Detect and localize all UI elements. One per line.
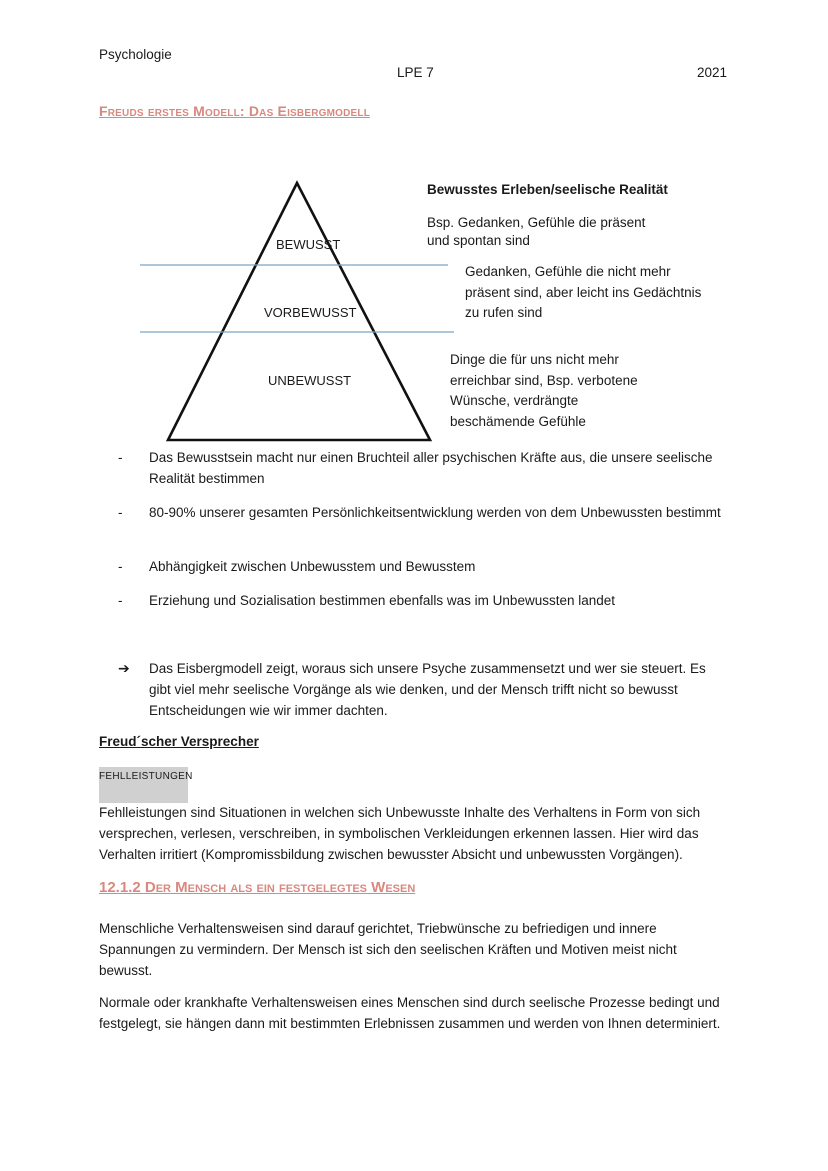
- bullet-dash: -: [118, 593, 123, 608]
- arrow-right-icon: ➔: [118, 660, 130, 676]
- conscious-heading: Bewusstes Erleben/seelische Realität: [427, 182, 668, 197]
- page-title: Freuds erstes Modell: Das Eisbergmodell: [99, 103, 371, 119]
- iceberg-diagram: [0, 170, 828, 460]
- layer-label-unconscious: UNBEWUSST: [268, 373, 352, 388]
- slip-paragraph: Fehlleistungen sind Situationen in welchen sich Unbewusste Inhalte des Verhaltens in Form von sich versprechen, verlesen, verschreiben, in symbolischen Verkleidungen erkennen lassen. Hier wird das Verhalten irritiert (Kompromissbildung zwischen bewusster Absicht und unbewussten Vorgängen).: [99, 805, 701, 862]
- iceberg-svg: [0, 170, 828, 460]
- unconscious-note-line1: Dinge die für uns nicht mehr: [450, 352, 619, 367]
- preconscious-note-line2: präsent sind, aber leicht ins Gedächtnis: [465, 285, 702, 300]
- bullet-dash: -: [118, 505, 123, 520]
- list-item-text: 80-90% unserer gesamten Persönlichkeitsentwicklung werden von dem Unbewussten bestimmt: [149, 505, 721, 520]
- slip-subheading: FEHLLEISTUNGEN: [99, 771, 193, 782]
- slip-heading: Freud´scher Versprecher: [99, 734, 259, 749]
- header-unit: LPE 7: [397, 65, 434, 80]
- header-year: 2021: [697, 65, 728, 80]
- conclusion-text: Das Eisbergmodell zeigt, woraus sich unsere Psyche zusammensetzt und wer sie steuert. Es gibt viel mehr seelische Vorgänge als wie denken, und der Mensch trifft nicht so bewusst Entscheidungen wie wir immer dachten.: [149, 661, 706, 718]
- conscious-note-line1: Bsp. Gedanken, Gefühle die präsent: [427, 215, 646, 230]
- conscious-note-line2: und spontan sind: [427, 233, 530, 248]
- preconscious-note-line1: Gedanken, Gefühle die nicht mehr: [465, 264, 671, 279]
- section-paragraph-2: Normale oder krankhafte Verhaltensweisen eines Menschen sind durch seelische Prozesse bedingt und festgelegt, sie hängen dann mit bestimmten Erlebnissen zusammen und werden von Ihnen determiniert.: [99, 995, 721, 1031]
- layer-label-preconscious: VORBEWUSST: [264, 305, 357, 320]
- section-title: 12.1.2 Der Mensch als ein festgelegtes Wesen: [99, 879, 416, 896]
- bullet-dash: -: [118, 559, 123, 574]
- highlighted-subheading: [99, 767, 193, 803]
- list-item-text: Erziehung und Sozialisation bestimmen ebenfalls was im Unbewussten landet: [149, 593, 616, 608]
- section-paragraph-1: Menschliche Verhaltensweisen sind darauf gerichtet, Triebwünsche zu befriedigen und innere Spannungen zu vermindern. Der Mensch ist sich den seelischen Kräften und Motiven meist nicht bewusst.: [99, 921, 677, 978]
- bullet-dash: -: [118, 450, 123, 465]
- preconscious-note-line3: zu rufen sind: [465, 305, 543, 320]
- layer-label-conscious: BEWUSST: [276, 237, 341, 252]
- list-item-text: Das Bewusstsein macht nur einen Bruchteil aller psychischen Kräfte aus, die unsere seelische Realität bestimmen: [149, 450, 713, 486]
- unconscious-note-line2: erreichbar sind, Bsp. verbotene: [450, 373, 638, 388]
- header-subject: Psychologie: [99, 47, 172, 62]
- unconscious-note-line4: beschämende Gefühle: [450, 414, 586, 429]
- list-item-text: Abhängigkeit zwischen Unbewusstem und Bewusstem: [149, 559, 476, 574]
- unconscious-note-line3: Wünsche, verdrängte: [450, 393, 579, 408]
